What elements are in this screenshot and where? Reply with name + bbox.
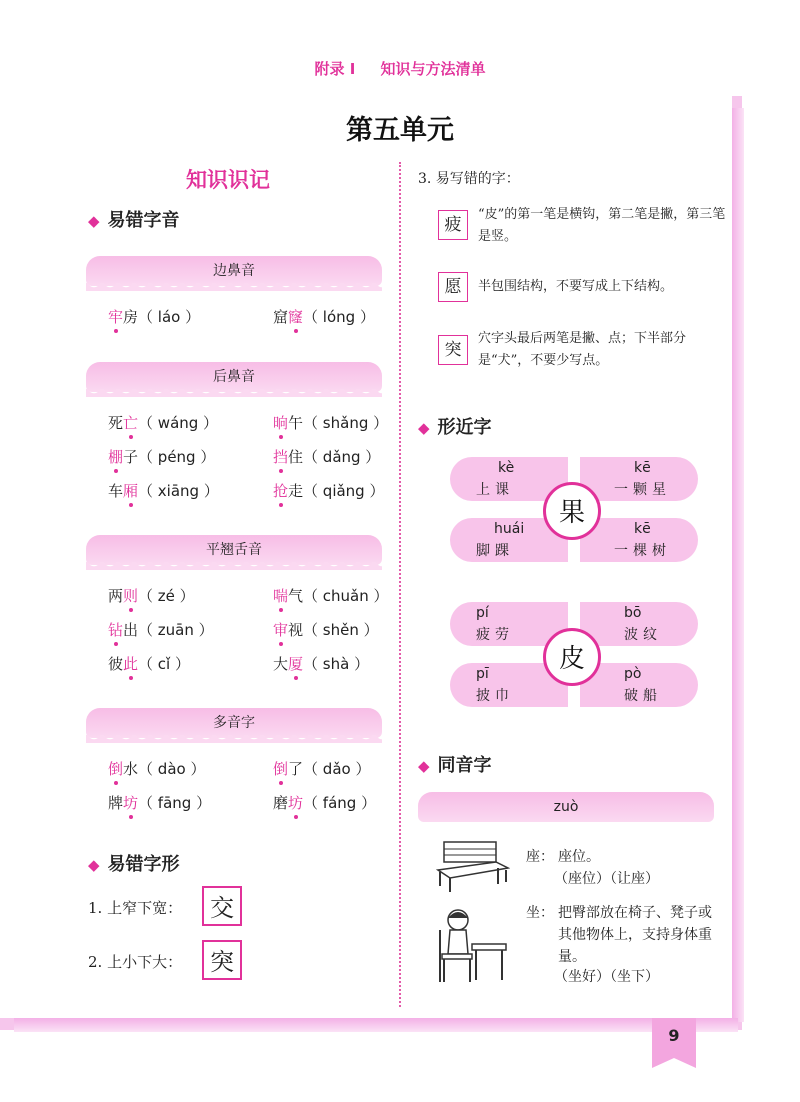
page-frame-side [732, 108, 744, 1022]
group-banner: 后鼻音 [86, 362, 382, 392]
word-item: 磨坊（ fáng ） [273, 794, 377, 812]
group-banner: 多音字 [86, 708, 382, 738]
group-banner: 平翘舌音 [86, 535, 382, 565]
hard-char-box: 疲 [438, 210, 468, 240]
word-item: 棚子（ péng ） [108, 448, 216, 466]
page-frame-bottom [14, 1018, 738, 1032]
similar-word-card: huái 脚踝 [450, 518, 568, 562]
homophone-examples: （座位）（让座） [554, 871, 659, 887]
word-item: 倒水（ dào ） [108, 760, 206, 778]
word-item: 牢房（ láo ） [108, 308, 201, 326]
girl-sitting-illustration [436, 906, 510, 984]
word-item: 抢走（ qiǎng ） [273, 482, 385, 500]
section-easy-wrong-shape [88, 850, 180, 876]
hard-char-note: “皮”的第一笔是横钩，第二笔是撇，第三笔是竖。 [478, 207, 726, 244]
running-header [0, 58, 800, 79]
word-item: 彼此（ cǐ ） [108, 655, 190, 673]
word-item: 审视（ shěn ） [273, 621, 379, 639]
word-item: 窟窿（ lóng ） [273, 308, 375, 326]
shape-label: 1. 上窄下宽： [88, 899, 183, 917]
word-item: 晌午（ shǎng ） [273, 414, 389, 432]
section-title-text: 易错字形 [107, 854, 180, 875]
similar-center-char: 皮 [543, 628, 601, 686]
appendix-title: 知识与方法清单 [380, 60, 486, 78]
diamond-icon: ◆ [418, 757, 430, 775]
word-item: 钻出（ zuān ） [108, 621, 214, 639]
knowledge-title: 知识识记 [186, 167, 270, 192]
homophone-pinyin-banner: zuò [418, 792, 714, 822]
similar-word-card: kè 上课 [450, 457, 568, 501]
word-item: 大厦（ shà ） [273, 655, 370, 673]
homophone-definition: 把臀部放在椅子、凳子或其他物体上，支持身体重量。 [558, 905, 712, 965]
appendix-label: 附录 I [314, 60, 356, 78]
section-similar-chars [418, 413, 492, 439]
section-title-text: 易错字音 [107, 210, 180, 231]
similar-word-card: pò 破船 [580, 663, 698, 707]
hard-char-box: 突 [438, 335, 468, 365]
shape-label: 2. 上小下大： [88, 953, 183, 971]
word-item: 两则（ zé ） [108, 587, 195, 605]
similar-center-char: 果 [543, 482, 601, 540]
diamond-icon: ◆ [88, 856, 100, 874]
hard-char-note: 半包围结构，不要写成上下结构。 [478, 279, 674, 294]
word-item: 车厢（ xiāng ） [108, 482, 219, 500]
homophone-examples: （坐好）（坐下） [554, 969, 659, 985]
shape-char-box: 交 [202, 886, 242, 926]
column-divider [399, 162, 401, 1007]
hard-chars-title: 3. 易写错的字： [418, 171, 520, 187]
group-banner: 边鼻音 [86, 256, 382, 286]
bench-illustration [436, 838, 510, 894]
shape-char-box: 突 [202, 940, 242, 980]
section-easy-wrong-pronunciation [88, 206, 180, 232]
word-item: 挡住（ dǎng ） [273, 448, 381, 466]
word-item: 喘气（ chuǎn ） [273, 587, 389, 605]
diamond-icon: ◆ [418, 419, 430, 437]
similar-word-card: pī 披巾 [450, 663, 568, 707]
hard-char-box: 愿 [438, 272, 468, 302]
page-number: 9 [652, 1018, 696, 1058]
homophone-char: 坐： [526, 905, 554, 921]
similar-word-card: pí 疲劳 [450, 602, 568, 646]
section-title-text: 形近字 [437, 417, 492, 438]
similar-word-card: kē 一棵树 [580, 518, 698, 562]
hard-char-note: 穴字头最后两笔是撇、点；下半部分是“犬”，不要少写点。 [478, 331, 687, 368]
diamond-icon: ◆ [88, 212, 100, 230]
section-title-text: 同音字 [437, 755, 492, 776]
word-item: 牌坊（ fāng ） [108, 794, 212, 812]
page-title: 第五单元 [346, 115, 454, 146]
homophone-char: 座： [526, 849, 554, 865]
similar-word-card: bō 波纹 [580, 602, 698, 646]
similar-word-card: kē 一颗星 [580, 457, 698, 501]
section-homophones [418, 751, 492, 777]
word-item: 倒了（ dǎo ） [273, 760, 371, 778]
homophone-definition: 座位。 [558, 849, 600, 865]
word-item: 死亡（ wáng ） [108, 414, 219, 432]
